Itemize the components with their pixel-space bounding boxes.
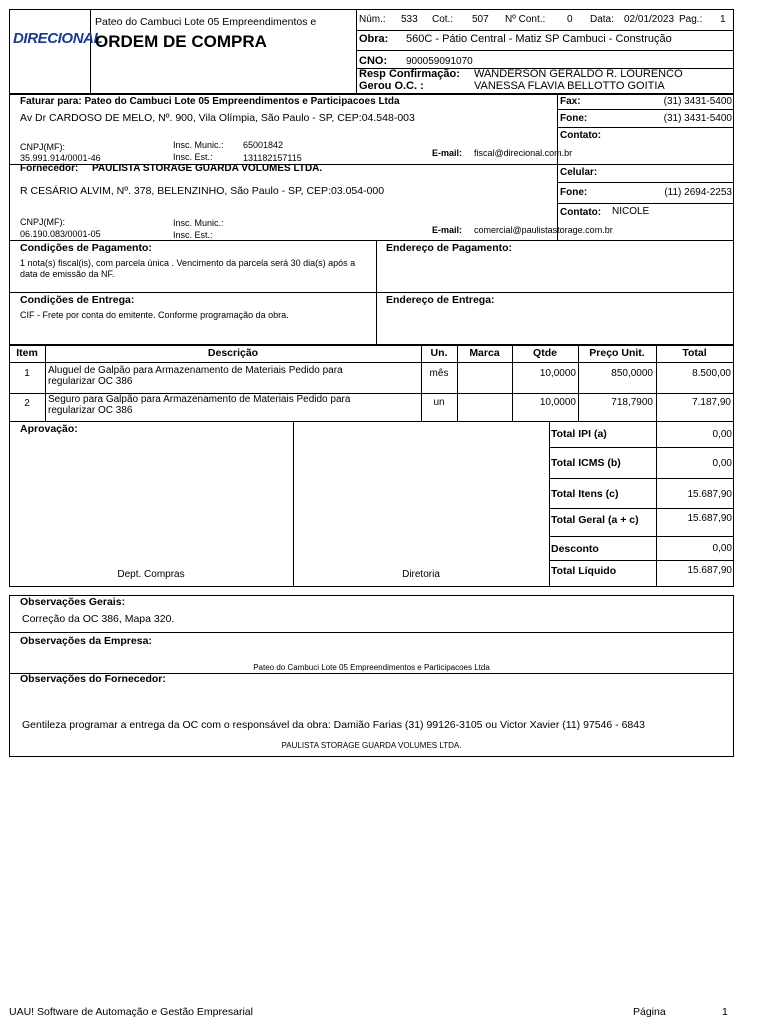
table-row-2-preco: 718,7900 xyxy=(611,397,653,408)
cot-label: Cot.: xyxy=(432,14,454,25)
table-row-1-desc: Aluguel de Galpão para Armazenamento de Materiais Pedido para regularizar OC 386 xyxy=(48,365,343,387)
totals-divider xyxy=(656,421,657,587)
entrega-text: CIF - Frete por conta do emitente. Conforme programação da obra. xyxy=(20,310,289,320)
faturar-munic-label: Insc. Munic.: xyxy=(173,140,224,150)
table-row-2-item: 2 xyxy=(24,398,30,409)
fone-value: (31) 3431-5400 xyxy=(663,113,732,124)
contact-div-3 xyxy=(557,164,734,165)
direcional-logo: DIRECIONAL xyxy=(13,30,103,47)
faturar-email-label: E-mail: xyxy=(432,148,463,158)
total-itens-label: Total Itens (c) xyxy=(551,488,619,500)
th-preco: Preço Unit. xyxy=(589,347,645,359)
fornecedor-fone-value: (11) 2694-2253 xyxy=(664,187,732,198)
header-divider-info xyxy=(356,9,357,94)
table-row-1-item: 1 xyxy=(24,368,30,379)
data-value: 02/01/2023 xyxy=(624,14,675,25)
fornecedor-munic-label: Insc. Munic.: xyxy=(173,218,224,228)
th-total: Total xyxy=(682,347,707,359)
contact-divider xyxy=(557,94,558,241)
total-itens-value: 15.687,90 xyxy=(687,489,732,500)
obs-gerais-label: Observações Gerais: xyxy=(20,596,126,608)
faturar-address: Av Dr CARDOSO DE MELO, Nº. 900, Vila Olímpia, São Paulo - SP, CEP:04.548-003 xyxy=(20,112,415,124)
fornecedor-name: PAULISTA STORAGE GUARDA VOLUMES LTDA. xyxy=(92,163,323,174)
fornecedor-est-label: Insc. Est.: xyxy=(173,230,213,240)
th-qtde: Qtde xyxy=(533,347,557,359)
num-label: Núm.: xyxy=(359,14,386,25)
aprovacao-label: Aprovação: xyxy=(20,423,78,435)
totals-row-4 xyxy=(549,536,734,537)
fornecedor-email-value: comercial@paulistastorage.com.br xyxy=(474,225,613,235)
total-ipi-label: Total IPI (a) xyxy=(551,428,607,440)
th-item: Item xyxy=(16,347,38,359)
faturar-cnpj-label: CNPJ(MF): xyxy=(20,142,65,152)
fornecedor-cnpj-value: 06.190.083/0001-05 xyxy=(20,229,101,239)
end-pagamento-label: Endereço de Pagamento: xyxy=(386,242,513,254)
contato-label: Contato: xyxy=(560,130,602,141)
totals-row-2 xyxy=(549,478,734,479)
resp-value: WANDERSON GERALDO R. LOURENCO xyxy=(474,68,683,80)
table-header-bottom xyxy=(9,362,734,363)
fax-label: Fax: xyxy=(560,96,581,107)
fornecedor-fone-label: Fone: xyxy=(560,187,588,198)
faturar-est-value: 131182157115 xyxy=(243,153,302,163)
footer-page-value: 1 xyxy=(722,1006,728,1018)
obra-label: Obra: xyxy=(359,33,389,45)
obra-value: 560C - Pátio Central - Matiz SP Cambuci - Construção xyxy=(406,33,672,45)
obs-gerais-text: Correção da OC 386, Mapa 320. xyxy=(22,613,175,625)
obs-fornecedor-text: Gentileza programar a entrega da OC com o responsável da obra: Damião Farias (31) 99126-3105 ou Victor Xavier (11) 97546 - 6843 xyxy=(22,719,645,731)
header-divider-h1 xyxy=(356,30,734,31)
table-row-2-qtde: 10,0000 xyxy=(539,397,576,408)
celular-label: Celular: xyxy=(560,167,598,178)
gerou-label: Gerou O.C. : xyxy=(359,80,424,92)
pagamento-label: Condições de Pagamento: xyxy=(20,242,152,254)
gerou-value: VANESSA FLAVIA BELLOTTO GOITIA xyxy=(474,80,665,92)
dept-compras: Dept. Compras xyxy=(117,569,185,580)
conditions-h xyxy=(9,292,734,293)
total-ipi-value: 0,00 xyxy=(712,429,732,440)
num-value: 533 xyxy=(401,14,418,25)
total-liquido-value: 15.687,90 xyxy=(687,565,732,576)
th-descricao: Descrição xyxy=(207,347,259,359)
pag-value: 1 xyxy=(720,14,726,25)
total-geral-label: Total Geral (a + c) xyxy=(551,514,639,526)
obs-empresa-text: Pateo do Cambuci Lote 05 Empreendimentos e Participacoes Ltda xyxy=(253,663,490,672)
total-icms-value: 0,00 xyxy=(712,458,732,469)
faturar-est-label: Insc. Est.: xyxy=(173,152,213,162)
company-line: Pateo do Cambuci Lote 05 Empreendimentos e xyxy=(95,16,317,28)
resp-label: Resp Confirmação: xyxy=(359,68,460,80)
fornecedor-contato-label: Contato: xyxy=(560,207,602,218)
obs-fornecedor-sign: PAULISTA STORAGE GUARDA VOLUMES LTDA. xyxy=(281,741,462,750)
contact-div-5 xyxy=(557,203,734,204)
pag-label: Pag.: xyxy=(679,14,703,25)
col-div-7 xyxy=(733,345,734,422)
approval-divider-2 xyxy=(549,421,550,587)
desconto-label: Desconto xyxy=(551,543,599,555)
cno-value: 900059091070 xyxy=(406,56,473,67)
totals-row-3 xyxy=(549,508,734,509)
obs-div-1 xyxy=(9,632,734,633)
page-title: ORDEM DE COMPRA xyxy=(95,32,267,51)
faturar-cnpj-value: 35.991.914/0001-46 xyxy=(20,153,101,163)
diretoria: Diretoria xyxy=(402,569,440,580)
th-un: Un. xyxy=(430,347,448,359)
data-label: Data: xyxy=(590,14,614,25)
table-row-2-total: 7.187,90 xyxy=(692,397,731,408)
fax-value: (31) 3431-5400 xyxy=(663,96,732,107)
table-row-1-preco: 850,0000 xyxy=(611,368,653,379)
totals-row-5 xyxy=(549,560,734,561)
pagamento-text: 1 nota(s) fiscal(is), com parcela única . Vencimento da parcela será 30 dia(s) após a data de emissão da NF. xyxy=(20,258,356,279)
table-row-1-un: mês xyxy=(429,368,449,379)
faturar-label: Faturar para: Pateo do Cambuci Lote 05 Empreendimentos e Participacoes Ltda xyxy=(20,96,400,107)
totals-row-1 xyxy=(549,447,734,448)
entrega-label: Condições de Entrega: xyxy=(20,294,135,306)
footer-software: UAU! Software de Automação e Gestão Empresarial xyxy=(9,1006,253,1018)
cot-value: 507 xyxy=(472,14,489,25)
table-row-2-un: un xyxy=(433,397,445,408)
table-row-2-desc: Seguro para Galpão para Armazenamento de Materiais Pedido para regularizar OC 386 xyxy=(48,394,351,416)
faturar-munic-value: 65001842 xyxy=(243,140,284,150)
header-divider-logo xyxy=(90,9,91,94)
fornecedor-cnpj-label: CNPJ(MF): xyxy=(20,217,65,227)
contact-div-1 xyxy=(557,109,734,110)
table-top xyxy=(9,345,734,346)
faturar-email-value: fiscal@direcional.com.br xyxy=(474,148,573,158)
total-icms-label: Total ICMS (b) xyxy=(551,457,621,469)
fornecedor-contato-value: NICOLE xyxy=(612,206,650,217)
table-row-1-qtde: 10,0000 xyxy=(539,368,576,379)
table-row-1-total: 8.500,00 xyxy=(692,368,731,379)
end-entrega-label: Endereço de Entrega: xyxy=(386,294,495,306)
fornecedor-email-label: E-mail: xyxy=(432,225,463,235)
approval-divider-1 xyxy=(293,421,294,587)
fone-label: Fone: xyxy=(560,113,588,124)
total-liquido-label: Total Líquido xyxy=(551,565,617,577)
fornecedor-address: R CESÁRIO ALVIM, Nº. 378, BELENZINHO, São Paulo - SP, CEP:03.054-000 xyxy=(20,185,385,197)
ncont-value: 0 xyxy=(567,14,573,25)
footer-page-label: Página xyxy=(633,1006,666,1018)
contact-div-2 xyxy=(557,127,734,128)
desconto-value: 0,00 xyxy=(712,543,732,554)
ncont-label: Nº Cont.: xyxy=(505,14,546,25)
header-divider-h2 xyxy=(356,50,734,51)
contact-div-4 xyxy=(557,182,734,183)
obs-fornecedor-label: Observações do Fornecedor: xyxy=(20,673,166,685)
cno-label: CNO: xyxy=(359,55,388,67)
total-geral-value: 15.687,90 xyxy=(687,513,732,524)
th-marca: Marca xyxy=(469,347,500,359)
obs-empresa-label: Observações da Empresa: xyxy=(20,635,152,647)
approval-box xyxy=(9,421,734,587)
fornecedor-label: Fornecedor: xyxy=(20,163,79,174)
